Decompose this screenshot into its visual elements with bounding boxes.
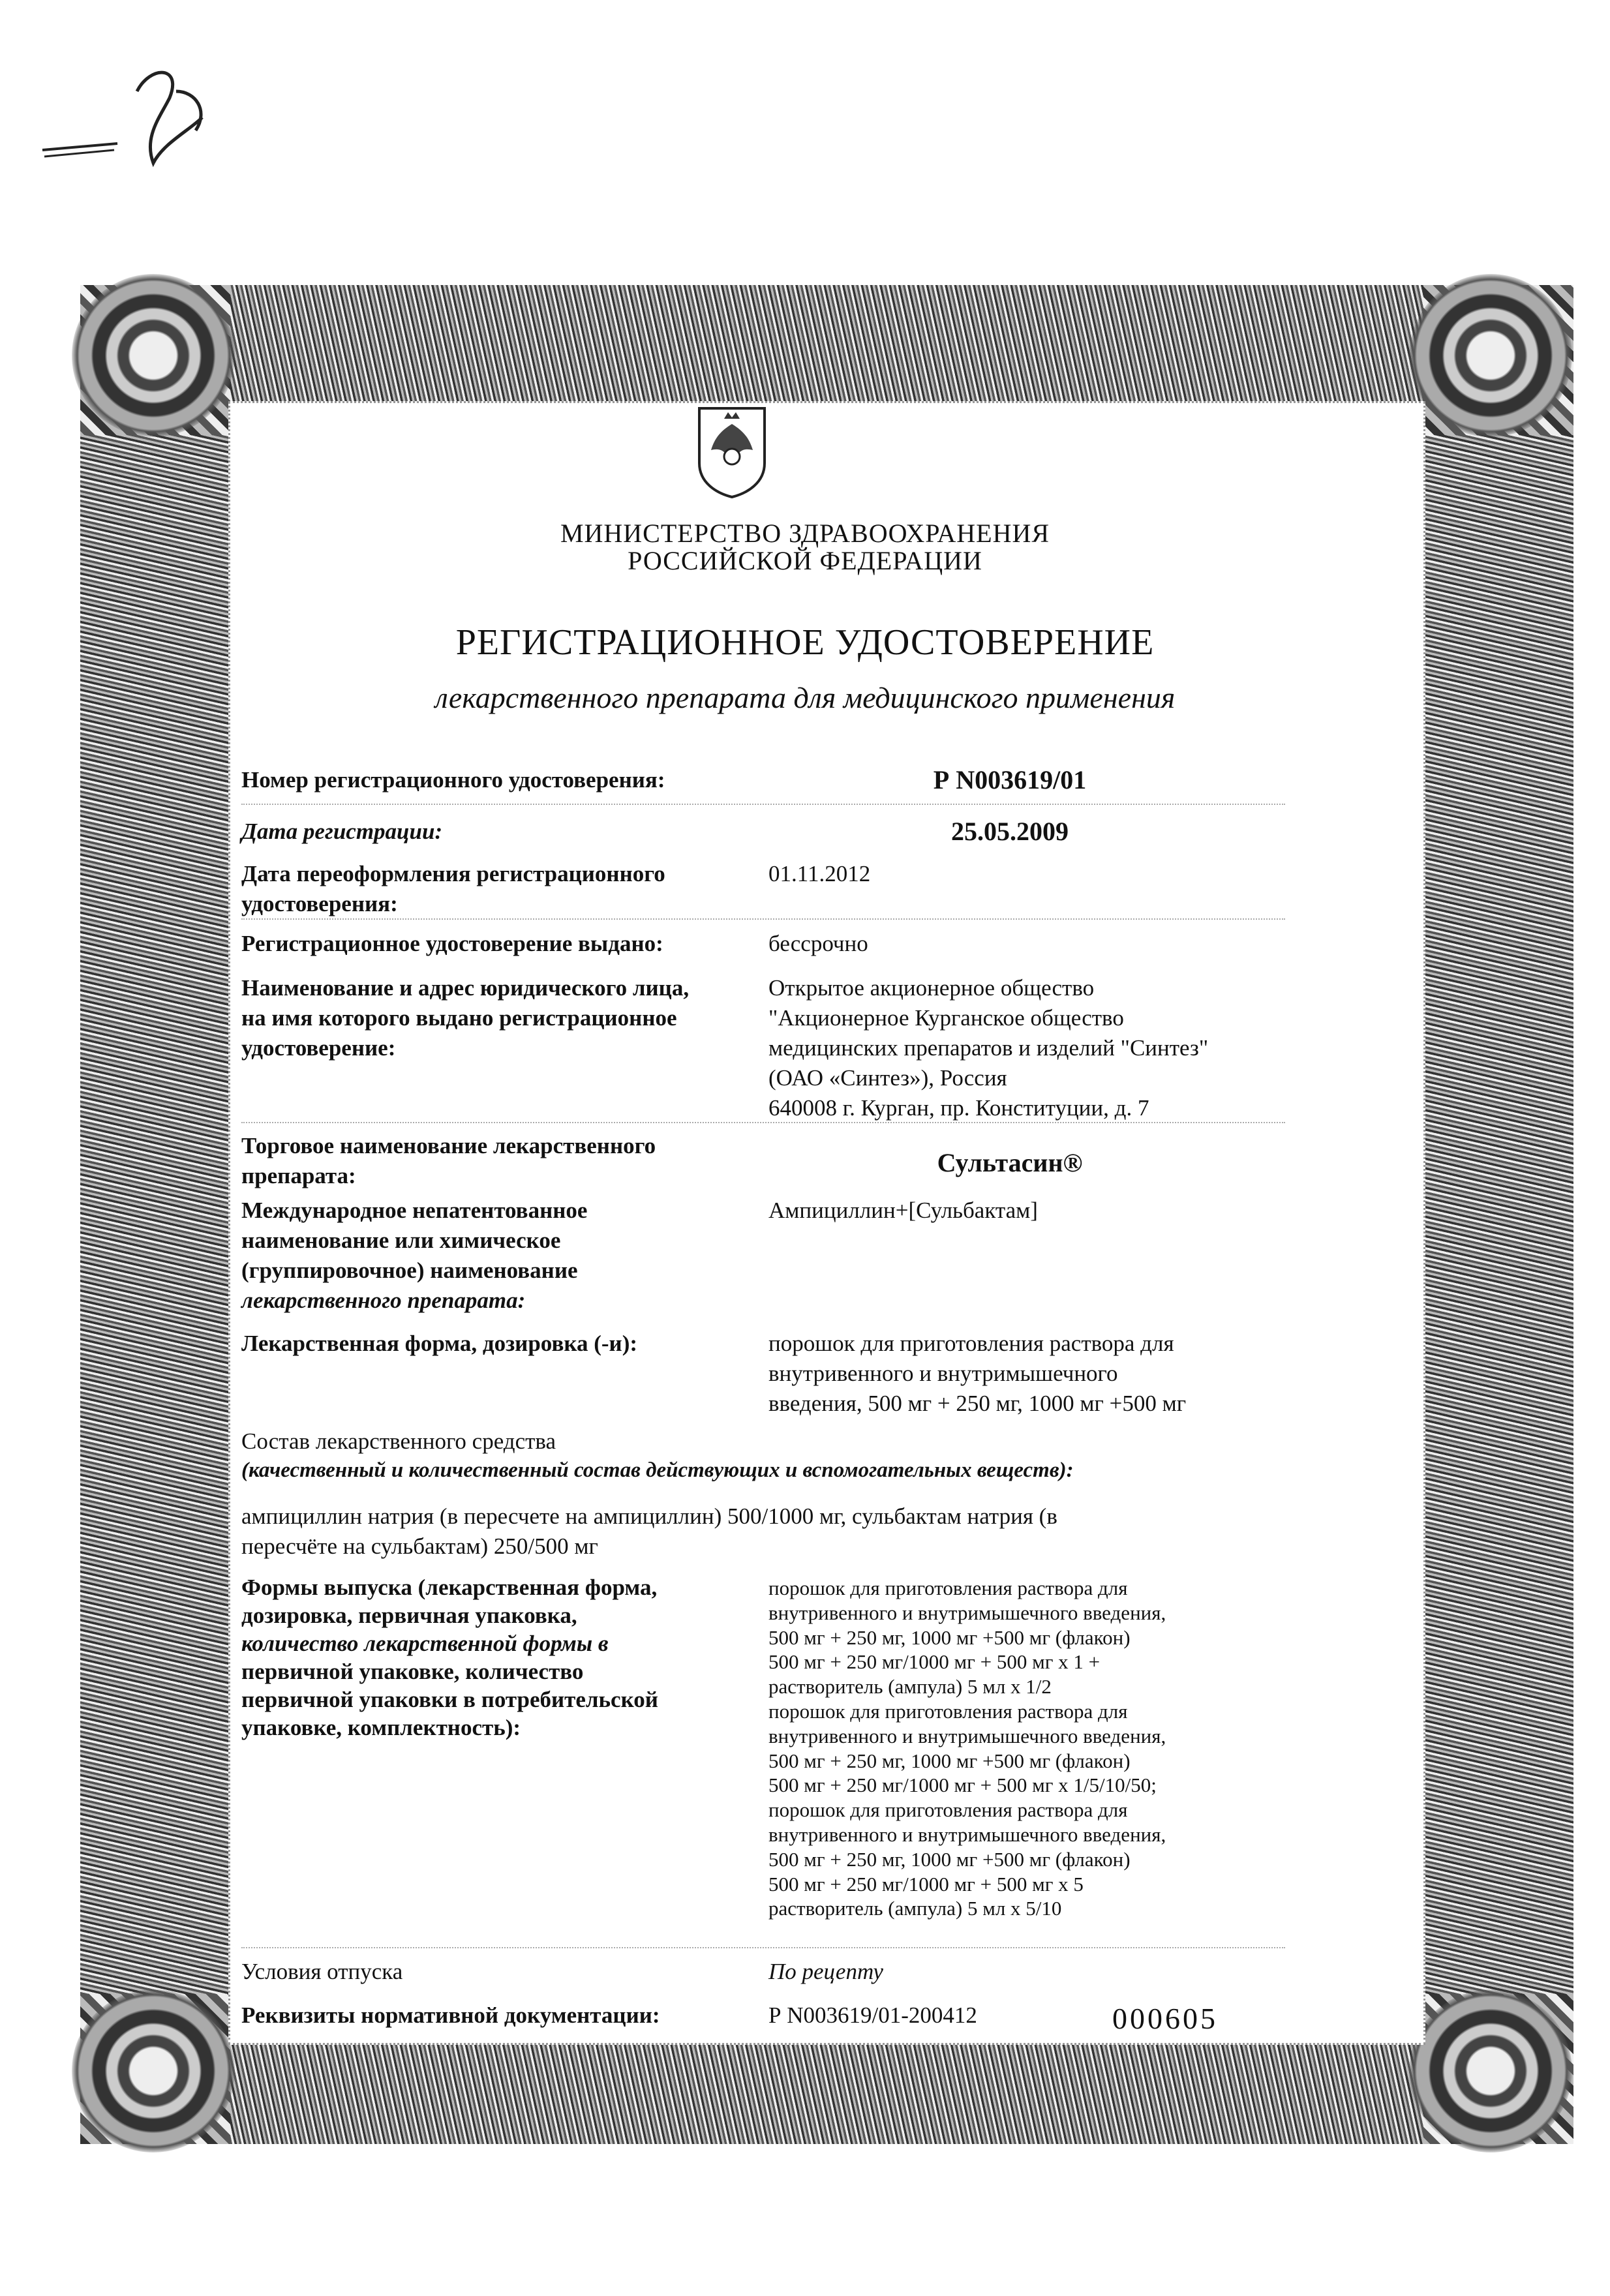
- label-line: Торговое наименование лекарственного: [241, 1133, 656, 1158]
- value-line: растворитель (ампула) 5 мл х 1/2: [768, 1675, 1052, 1699]
- document-title: РЕГИСТРАЦИОННОЕ УДОСТОВЕРЕНИЕ: [455, 622, 1155, 663]
- trade-name-label: [241, 1131, 757, 1191]
- value-line: 500 мг + 250 мг/1000 мг + 500 мг х 5: [768, 1872, 1084, 1896]
- inn-label: [241, 1196, 757, 1316]
- value-line: введения, 500 мг + 250 мг, 1000 мг +500 мг: [768, 1391, 1187, 1416]
- label-line: лекарственного препарата:: [241, 1288, 526, 1313]
- holder-label: [241, 973, 757, 1063]
- label-line: Наименование и адрес юридического лица,: [241, 975, 690, 1001]
- dosage-form-label: Лекарственная форма, дозировка (-и):: [241, 1331, 638, 1356]
- ministry-name-line2: РОССИЙСКОЙ ФЕДЕРАЦИИ: [628, 546, 982, 575]
- document-subtitle: лекарственного препарата для медицинского применения: [434, 681, 1176, 714]
- value-line: растворитель (ампула) 5 мл х 5/10: [768, 1897, 1062, 1920]
- value-line: ампициллин натрия (в пересчете на ампициллин) 500/1000 мг, сульбактам натрия (в: [241, 1503, 1057, 1529]
- dosage-form-value: [768, 1329, 1290, 1419]
- frame-corner-ornament: [1409, 1989, 1572, 2152]
- composition-label: Состав лекарственного средства: [241, 1428, 556, 1454]
- label-line: дозировка, первичная упаковка,: [241, 1603, 577, 1628]
- value-line: внутривенного и внутримышечного введения,: [768, 1724, 1166, 1747]
- reissue-date-label: [241, 859, 757, 919]
- value-line: 500 мг + 250 мг/1000 мг + 500 мг х 1/5/10/50;: [768, 1774, 1157, 1797]
- composition-value: [241, 1502, 1285, 1562]
- value-line: порошок для приготовления раствора для: [768, 1798, 1128, 1822]
- divider: [241, 918, 1285, 920]
- reg-number-label: Номер регистрационного удостоверения:: [241, 767, 665, 793]
- release-forms-value: [768, 1576, 1166, 1921]
- value-line: внутривенного и внутримышечного: [768, 1361, 1118, 1386]
- value-line: 500 мг + 250 мг/1000 мг + 500 мг х 1 +: [768, 1650, 1101, 1674]
- form-serial-number: 000605: [1112, 2002, 1218, 2035]
- handwritten-mark: [39, 52, 215, 170]
- dispensing-label: Условия отпуска: [241, 1959, 403, 1984]
- reissue-date-value: 01.11.2012: [768, 861, 871, 886]
- label-line: (группировочное) наименование: [241, 1258, 578, 1283]
- value-line: внутривенного и внутримышечного введения,: [768, 1822, 1166, 1846]
- dispensing-value: По рецепту: [768, 1959, 883, 1984]
- label-line: количество лекарственной формы в: [241, 1631, 609, 1656]
- value-line: (ОАО «Синтез»), Россия: [768, 1065, 1007, 1091]
- label-line: удостоверение:: [241, 1035, 396, 1061]
- reg-date-value: 25.05.2009: [951, 817, 1069, 846]
- reg-number-value: Р N003619/01: [933, 765, 1087, 794]
- label-line: первичной упаковки в потребительской: [241, 1687, 658, 1712]
- normative-doc-value: Р N003619/01-200412: [768, 2002, 977, 2028]
- divider: [241, 1122, 1285, 1123]
- value-line: внутривенного и внутримышечного введения,: [768, 1601, 1166, 1624]
- reg-date-label: Дата регистрации:: [241, 819, 443, 844]
- label-line: на имя которого выдано регистрационное: [241, 1005, 677, 1031]
- value-line: 500 мг + 250 мг, 1000 мг +500 мг (флакон): [768, 1625, 1131, 1649]
- ministry-name-line1: МИНИСТЕРСТВО ЗДРАВООХРАНЕНИЯ: [560, 519, 1050, 548]
- coat-of-arms-emblem-icon: [695, 404, 768, 500]
- label-line: первичной упаковке, количество: [241, 1659, 584, 1684]
- divider: [241, 804, 1285, 805]
- value-line: Открытое акционерное общество: [768, 975, 1095, 1001]
- normative-doc-label: Реквизиты нормативной документации:: [241, 2002, 660, 2028]
- release-forms-label: [241, 1573, 757, 1742]
- composition-note: (качественный и количественный состав действующих и вспомогательных веществ):: [241, 1458, 1074, 1482]
- value-line: медицинских препаратов и изделий "Синтез": [768, 1035, 1209, 1061]
- value-line: 500 мг + 250 мг, 1000 мг +500 мг (флакон): [768, 1847, 1131, 1871]
- label-line: упаковке, комплектность):: [241, 1715, 521, 1740]
- frame-corner-ornament: [72, 1989, 235, 2152]
- divider: [241, 1947, 1285, 1948]
- value-line: 500 мг + 250 мг, 1000 мг +500 мг (флакон): [768, 1749, 1131, 1772]
- value-line: порошок для приготовления раствора для: [768, 1577, 1128, 1599]
- value-line: порошок для приготовления раствора для: [768, 1331, 1174, 1356]
- holder-value: [768, 973, 1290, 1123]
- value-line: пересчёте на сульбактам) 250/500 мг: [241, 1533, 598, 1559]
- value-line: порошок для приготовления раствора для: [768, 1699, 1128, 1723]
- label-line: препарата:: [241, 1163, 356, 1188]
- label-line: Дата переоформления регистрационного: [241, 861, 665, 886]
- issued-value: бессрочно: [768, 931, 868, 956]
- label-line: Формы выпуска (лекарственная форма,: [241, 1575, 658, 1600]
- frame-corner-ornament: [1409, 274, 1572, 437]
- trade-name-value: Сультасин®: [937, 1148, 1083, 1177]
- inn-value: Ампициллин+[Сульбактам]: [768, 1198, 1038, 1223]
- label-line: Международное непатентованное: [241, 1198, 588, 1223]
- frame-corner-ornament: [72, 274, 235, 437]
- issued-label: Регистрационное удостоверение выдано:: [241, 931, 663, 956]
- value-line: "Акционерное Курганское общество: [768, 1005, 1124, 1031]
- value-line: 640008 г. Курган, пр. Конституции, д. 7: [768, 1095, 1149, 1121]
- label-line: удостоверения:: [241, 891, 398, 916]
- label-line: наименование или химическое: [241, 1228, 561, 1253]
